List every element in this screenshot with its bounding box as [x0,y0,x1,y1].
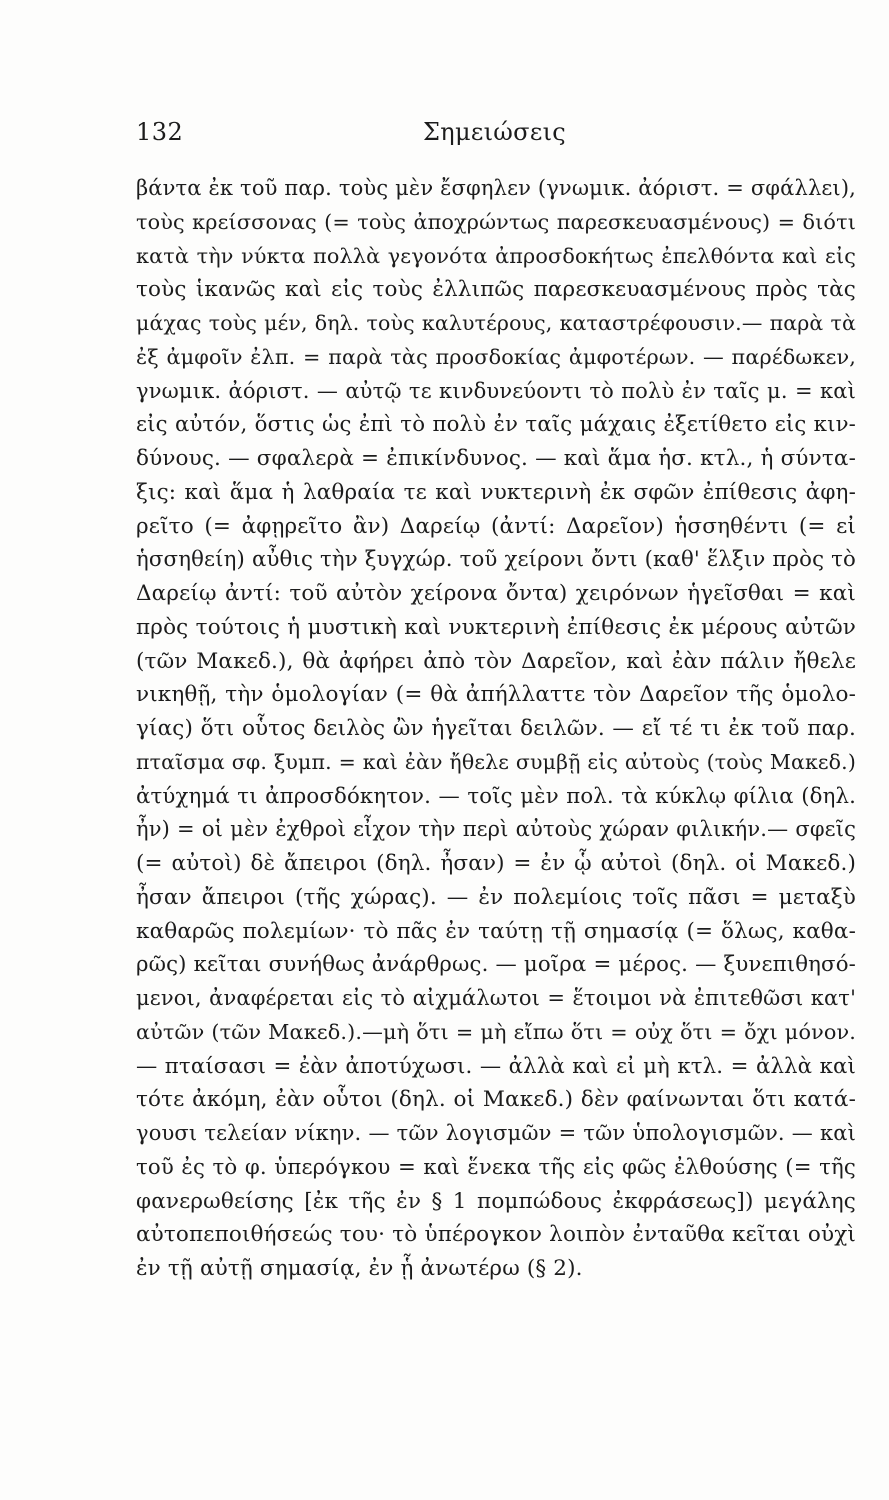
text-line: ἐν τῇ αὐτῇ σημασίᾳ, ἐν ᾗ ἀνωτέρω (§ 2). [136,1256,583,1281]
text-line: νικηθῇ, τὴν ὁμολογίαν (= θὰ ἀπήλλαττε τὸν Δαρεῖον τῆς ὁμολο- [136,682,856,708]
notes-text-block [136,172,856,1286]
text-line: κατὰ τὴν νύκτα πολλὰ γεγονότα ἀπροσδοκήτως ἐπελθόντα καὶ εἰς [136,243,856,268]
text-line: γνωμικ. ἀόριστ. — αὐτῷ τε κινδυνεύοντι τὸ πολὺ ἐν ταῖς μ. = καὶ [136,378,856,403]
text-line: πταῖσμα σφ. ξυμπ. = καὶ ἐὰν ἤθελε συμβῇ εἰς αὐτοὺς (τοὺς Μακεδ.) [136,749,856,774]
text-line: πρὸς τούτοις ἡ μυστικὴ καὶ νυκτερινὴ ἐπίθεσις ἐκ μέρους αὐτῶν [136,614,856,640]
text-line: φανερωθείσης [ἐκ τῆς ἐν § 1 πομπώδους ἐκφράσεως]) μεγάλης [136,1188,856,1214]
text-line: μενοι, ἀναφέρεται εἰς τὸ αἰχμάλωτοι = ἕτοιμοι νὰ ἐπιτεθῶσι κατ' [136,986,856,1010]
page-header [136,118,836,148]
text-line: Δαρείῳ ἀντί: τοῦ αὐτὸν χείρονα ὄντα) χειρόνων ἡγεῖσθαι = καὶ [136,581,856,606]
text-line: αὐτοπεποιθήσεώς του· τὸ ὑπέρογκον λοιπὸν ἐνταῦθα κεῖται οὐχὶ [136,1222,856,1248]
text-line: — πταίσασι = ἐὰν ἀποτύχωσι. — ἀλλὰ καὶ εἰ μὴ κτλ. = ἀλλὰ καὶ [136,1053,856,1079]
text-line: αὐτῶν (τῶν Μακεδ.).—μὴ ὅτι = μὴ εἴπω ὅτι = οὐχ ὅτι = ὄχι μόνον. [136,1019,856,1044]
text-line: τότε ἀκόμη, ἐὰν οὗτοι (δηλ. οἱ Μακεδ.) δὲν φαίνωνται ὅτι κατά- [136,1087,856,1113]
text-line: ἦν) = οἱ μὲν ἐχθροὶ εἶχον τὴν περὶ αὐτοὺς χώραν φιλικήν.— σφεῖς [136,817,856,842]
text-line: γουσι τελείαν νίκην. — τῶν λογισμῶν = τῶν ὑπολογισμῶν. — καὶ [136,1121,856,1145]
text-line: ἐξ ἀμφοῖν ἐλπ. = παρὰ τὰς προσδοκίας ἀμφοτέρων. — παρέδωκεν, [136,344,856,369]
running-title: Σημειώσεις [423,118,567,146]
text-line: μάχας τοὺς μέν, δηλ. τοὺς καλυτέρους, καταστρέφουσιν.— παρὰ τὰ [136,311,856,335]
text-line: ρεῖτο (= ἀφῃρεῖτο ἂν) Δαρείῳ (ἀντί: Δαρεῖον) ἡσσηθέντι (= εἰ [136,513,856,539]
text-line: ἡσσηθείη) αὖθις τὴν ξυγχώρ. τοῦ χείρονι ὄντι (καθ' ἕλξιν πρὸς τὸ [136,547,856,573]
page-number: 132 [136,118,184,146]
text-line: (τῶν Μακεδ.), θὰ ἀφήρει ἀπὸ τὸν Δαρεῖον, καὶ ἐὰν πάλιν ἤθελε [136,648,856,674]
text-line: εἰς αὐτόν, ὅστις ὡς ἐπὶ τὸ πολὺ ἐν ταῖς μάχαις ἐξετίθετο εἰς κιν- [136,412,856,438]
text-line: βάντα ἐκ τοῦ παρ. τοὺς μὲν ἔσφηλεν (γνωμικ. ἀόριστ. = σφάλλει), [136,176,856,200]
text-line: γίας) ὅτι οὗτος δειλὸς ὢν ἡγεῖται δειλῶν. — εἴ τέ τι ἐκ τοῦ παρ. [136,716,856,741]
text-line: ρῶς) κεῖται συνήθως ἀνάρθρως. — μοῖρα = μέρος. — ξυνεπιθησό- [136,952,856,978]
text-line: τοὺς κρείσσονας (= τοὺς ἀποχρώντως παρεσκευασμένους) = διότι [136,209,856,234]
text-line: τοῦ ἐς τὸ φ. ὑπερόγκου = καὶ ἕνεκα τῆς εἰς φῶς ἐλθούσης (= τῆς [136,1154,856,1180]
text-line: δύνους. — σφαλερὰ = ἐπικίνδυνος. — καὶ ἅμα ἡσ. κτλ., ἡ σύντα- [136,446,856,471]
text-line: ἀτύχημά τι ἀπροσδόκητον. — τοῖς μὲν πολ. τὰ κύκλῳ φίλια (δηλ. [136,783,856,809]
text-line: ἦσαν ἄπειροι (τῆς χώρας). — ἐν πολεμίοις τοῖς πᾶσι = μεταξὺ [136,884,856,910]
text-line: ξις: καὶ ἅμα ἡ λαθραία τε καὶ νυκτερινὴ ἐκ σφῶν ἐπίθεσις ἀφη- [136,479,856,505]
text-line: καθαρῶς πολεμίων· τὸ πᾶς ἐν ταύτῃ τῇ σημασίᾳ (= ὅλως, καθα- [136,918,856,944]
text-line: (= αὐτοὶ) δὲ ἄπειροι (δηλ. ἦσαν) = ἐν ᾧ αὐτοὶ (δηλ. οἱ Μακεδ.) [136,851,856,876]
text-line: τοὺς ἱκανῶς καὶ εἰς τοὺς ἐλλιπῶς παρεσκευασμένους πρὸς τὰς [136,277,856,303]
